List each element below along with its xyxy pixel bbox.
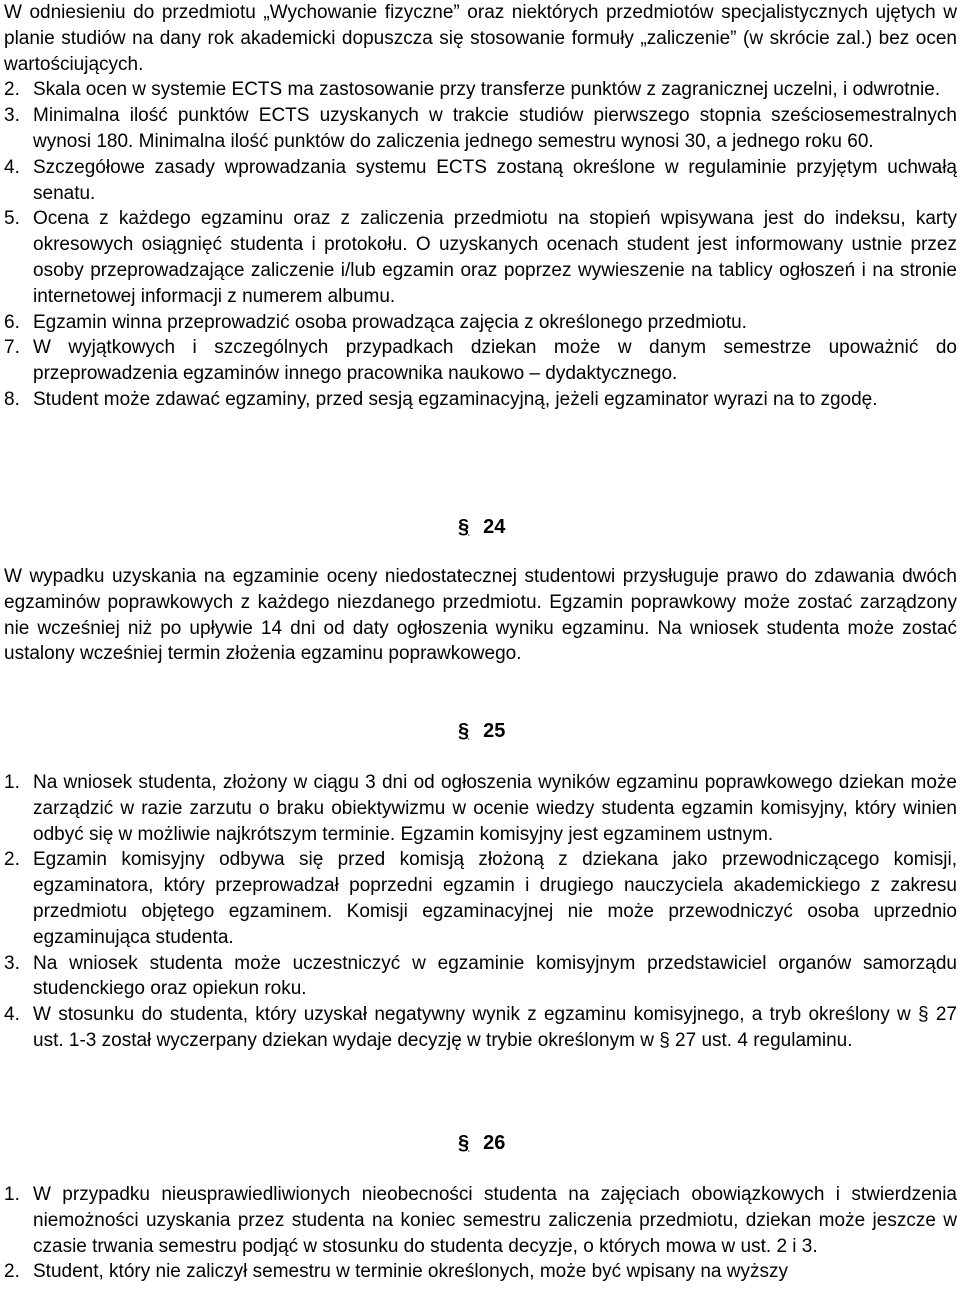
section-26-body: [0, 1182, 960, 1285]
item-number: 6.: [4, 311, 20, 333]
section-sign: §: [458, 720, 470, 742]
section-heading-24: [458, 514, 505, 540]
list-item: [0, 155, 960, 207]
section-heading-25: [458, 718, 505, 744]
list-item: [0, 206, 960, 309]
item-number: 4.: [4, 156, 20, 178]
item-number: 1.: [4, 1184, 20, 1205]
list-item: [0, 1002, 960, 1054]
item-text: Egzamin komisyjny odbywa się przed komisją złożoną z dziekana jako przewodniczącego komisji, egzaminatora, który przeprowadzał poprzedni egzamin i drugiego nauczyciela akademickiego z zakresu przedmiotu objętego egzaminem. Komisji egzaminacyjnej nie może przewodniczyć osoba uprzednio egzaminująca studenta.: [33, 849, 957, 948]
item-text: Minimalna ilość punktów ECTS uzyskanych w trakcie studiów pierwszego stopnia sześciosemestralnych wynosi 180. Minimalna ilość punktów do zaliczenia jednego semestru wynosi 30, a jednego roku 60.: [33, 105, 957, 152]
item-number: 4.: [4, 1004, 20, 1026]
item-text: Na wniosek studenta, złożony w ciągu 3 dni od ogłoszenia wyników egzaminu poprawkowego dziekan może zarządzić w razie zarzutu o braku obiektywizmu w ocenie wiedzy studenta egzamin komisyjny, który winien odbyć się w możliwie najkrótszym terminie. Egzamin komisyjny jest egzaminem ustnym.: [33, 772, 957, 845]
list-item: [0, 1182, 960, 1259]
list-item: [0, 951, 960, 1003]
section-sign: §: [458, 516, 470, 538]
section-25-body: [0, 770, 960, 1054]
item-number: 3.: [4, 105, 20, 127]
item-number: 2.: [4, 79, 20, 101]
list-item: [0, 103, 960, 155]
list-item: [0, 335, 960, 387]
top-block: [0, 0, 960, 413]
section-heading-26: [458, 1130, 505, 1156]
item-number: 2.: [4, 849, 20, 871]
list-item: [0, 77, 960, 103]
section-sign: §: [458, 1132, 470, 1154]
item-text: Student, który nie zaliczył semestru w terminie określonych, może być wpisany na wyższy: [33, 1261, 788, 1283]
item-text: Student może zdawać egzaminy, przed sesją egzaminacyjną, jeżeli egzaminator wyrazi na to zgodę.: [33, 388, 878, 410]
item-text: Ocena z każdego egzaminu oraz z zaliczenia przedmiotu na stopień wpisywana jest do indeksu, karty okresowych osiągnięć studenta i protokołu. O uzyskanych ocenach student jest informowany ustnie przez osoby przeprowadzające zaliczenie i/lub egzamin oraz poprzez wywieszenie na tablicy ogłoszeń i na stronie internetowej informacji z numerem albumu.: [33, 208, 957, 307]
item-number: 7.: [4, 337, 20, 359]
item-text: W przypadku nieusprawiedliwionych nieobecności studenta na zajęciach obowiązkowych i stwierdzenia niemożności uzyskania przez studenta na koniec semestru zaliczenia przedmiotu, dziekan może jeszcze w czasie trwania semestru podjąć w stosunku do studenta decyzje, o których mowa w ust. 2 i 3.: [33, 1184, 957, 1257]
intro-paragraph: W odniesieniu do przedmiotu „Wychowanie fizyczne” oraz niektórych przedmiotów specjalistycznych ujętych w planie studiów na dany rok akademicki dopuszcza się stosowanie formuły „zaliczenie” (w skrócie zal.) bez ocen wartościujących.: [4, 2, 957, 75]
item-text: W stosunku do studenta, który uzyskał negatywny wynik z egzaminu komisyjnego, a tryb określony w § 27 ust. 1-3 został wyczerpany dziekan wydaje decyzję w trybie określonym w § 27 ust. 4 regulaminu.: [33, 1004, 957, 1051]
item-number: 1.: [4, 772, 20, 793]
section-paragraph: W wypadku uzyskania na egzaminie oceny niedostatecznej studentowi przysługuje prawo do zdawania dwóch egzaminów poprawkowych z każdego niezdanego przedmiotu. Egzamin poprawkowy może zostać zarządzony nie wcześniej niż po upływie 14 dni od daty ogłoszenia wyniku egzaminu. Na wniosek studenta może zostać ustalony wcześniej termin złożenia egzaminu poprawkowego.: [4, 566, 957, 665]
section-24-body: [0, 564, 960, 667]
list-item: [0, 387, 960, 413]
item-number: 5.: [4, 208, 20, 230]
list-item: [0, 770, 960, 847]
section-number: 26: [483, 1132, 506, 1154]
list-item: [0, 1259, 960, 1285]
item-text: Skala ocen w systemie ECTS ma zastosowanie przy transferze punktów z zagranicznej uczelni, i odwrotnie.: [33, 79, 941, 101]
section-number: 25: [483, 720, 506, 742]
item-text: Szczegółowe zasady wprowadzania systemu ECTS zostaną określone w regulaminie przyjętym uchwałą senatu.: [33, 156, 957, 204]
item-number: 3.: [4, 952, 20, 974]
item-number: 8.: [4, 388, 20, 410]
item-text: W wyjątkowych i szczególnych przypadkach dziekan może w danym semestrze upoważnić do przeprowadzenia egzaminów innego pracownika naukowo – dydaktycznego.: [33, 337, 957, 385]
list-item: [0, 847, 960, 950]
section-number: 24: [483, 516, 506, 538]
list-item: [0, 310, 960, 336]
item-text: Na wniosek studenta może uczestniczyć w egzaminie komisyjnym przedstawiciel organów samorządu studenckiego oraz opiekun roku.: [33, 952, 957, 1000]
item-text: Egzamin winna przeprowadzić osoba prowadząca zajęcia z określonego przedmiotu.: [33, 311, 747, 333]
item-number: 2.: [4, 1261, 20, 1283]
